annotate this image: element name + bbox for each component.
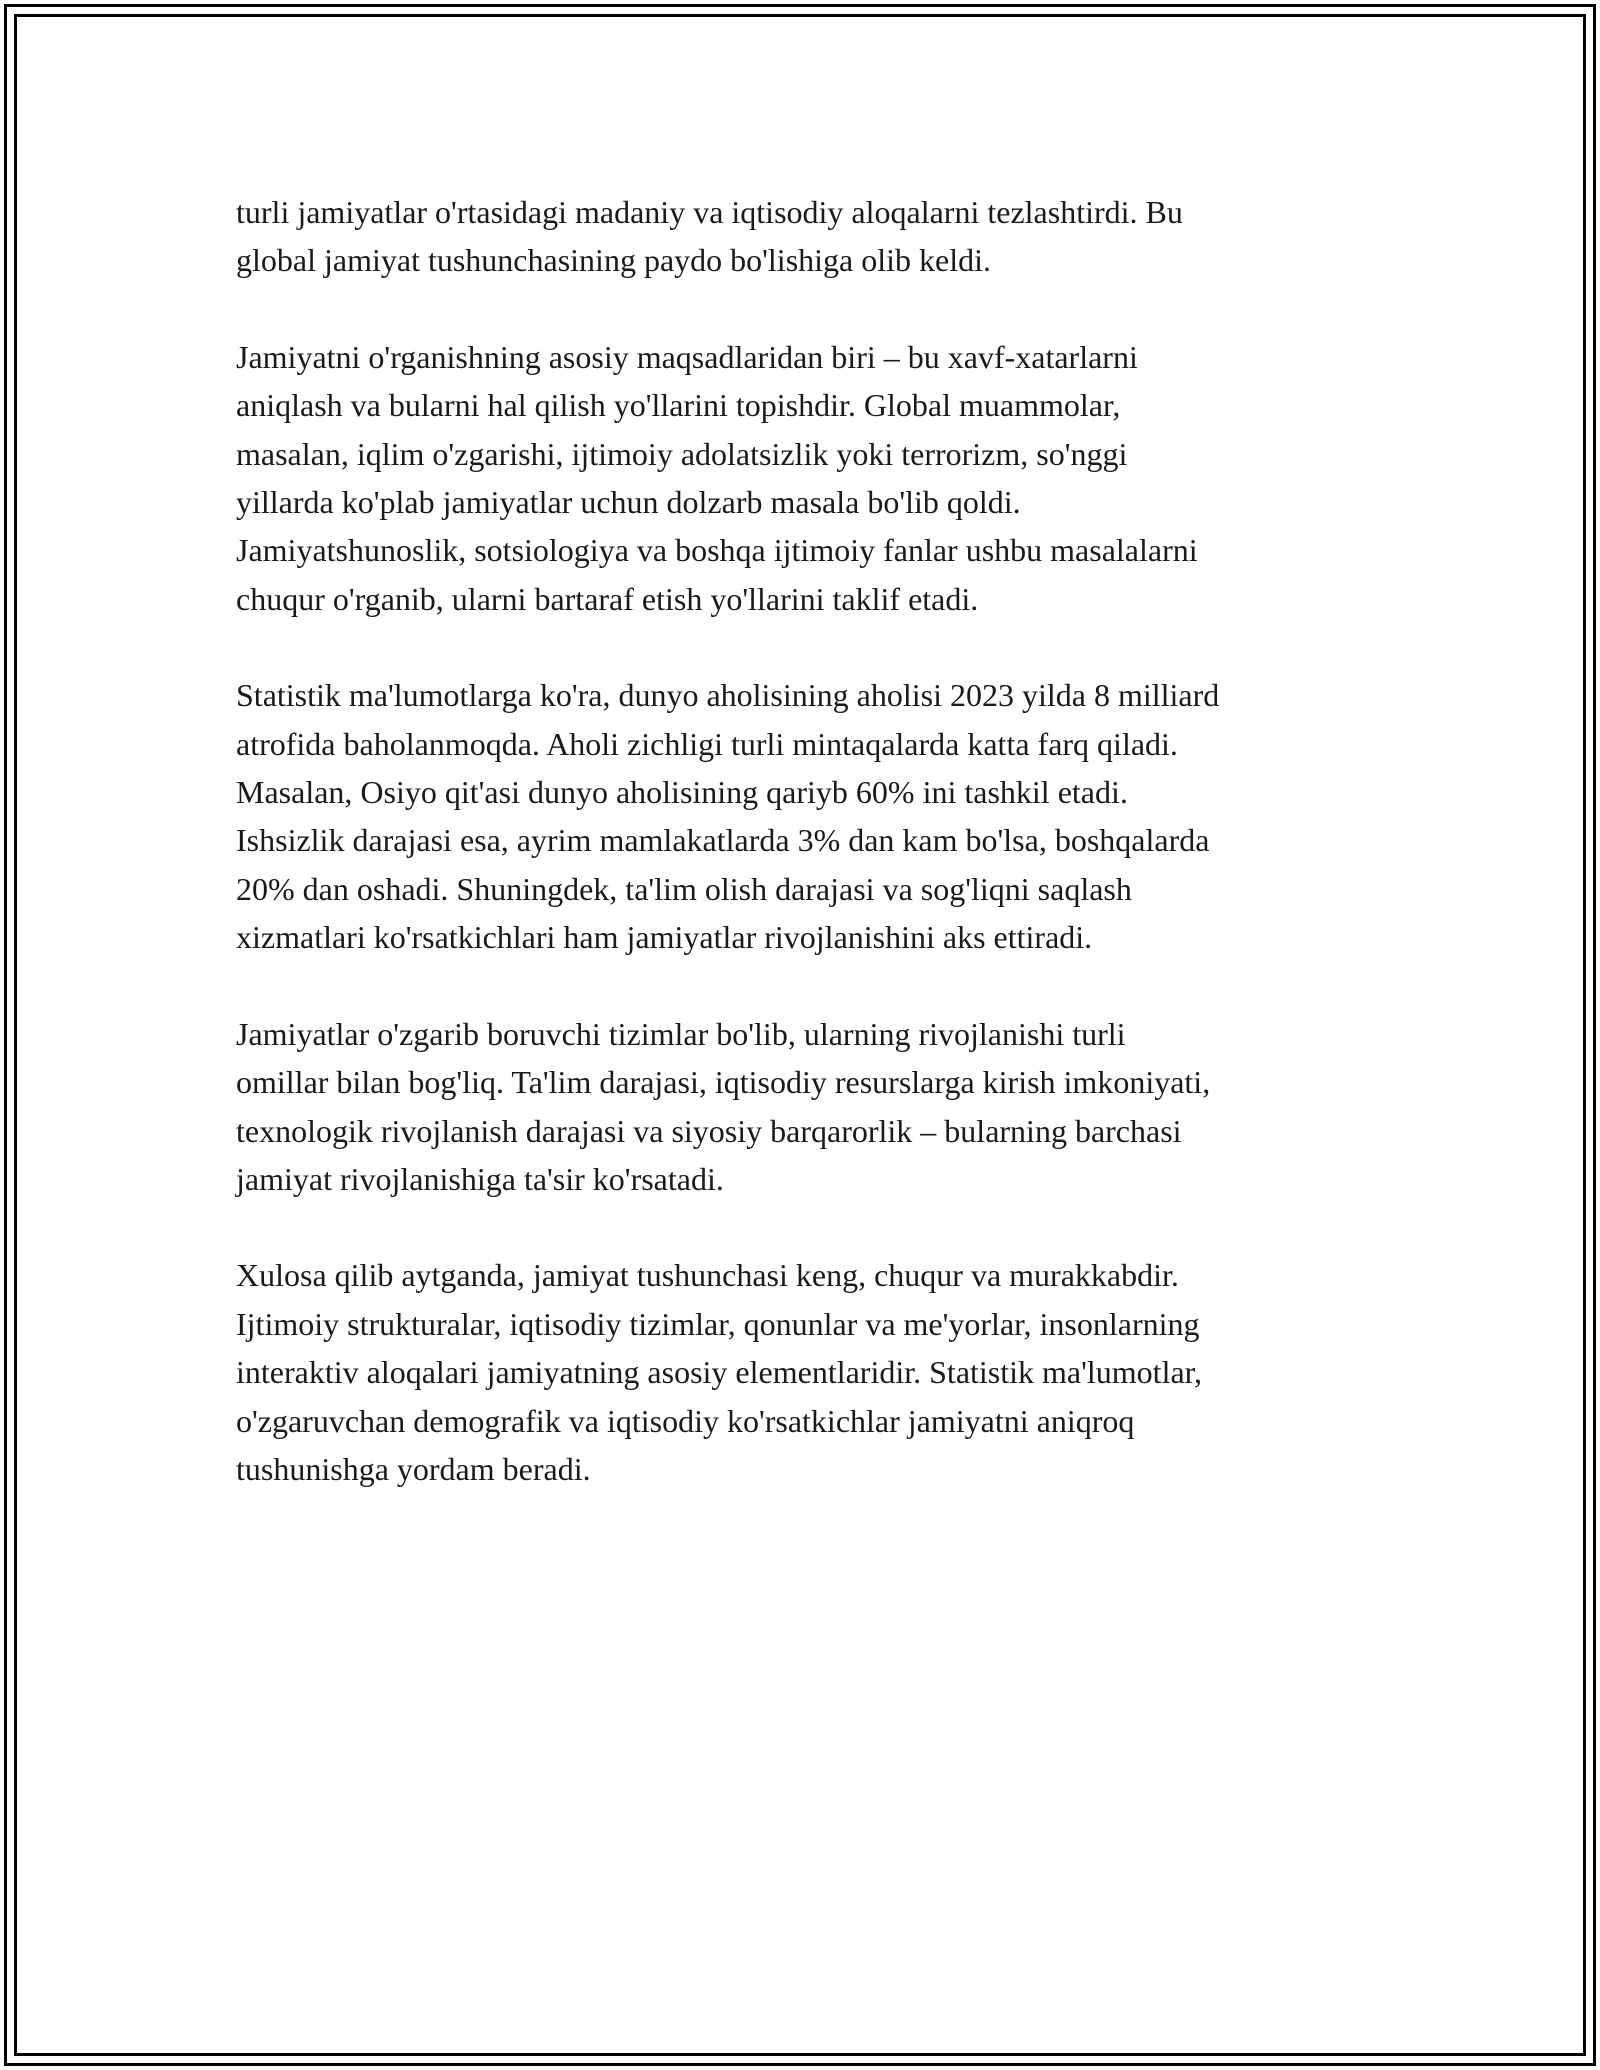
paragraph-line: texnologik rivojlanish darajasi va siyosiy barqarorlik – bularning barchasi — [236, 1112, 1182, 1149]
paragraph-line: aniqlash va bularni hal qilish yo'llarini topishdir. Global muammolar, — [236, 387, 1121, 424]
paragraph-line: Statistik ma'lumotlarga ko'ra, dunyo aholisining aholisi 2023 yilda 8 milliard — [236, 677, 1220, 714]
paragraph-line: omillar bilan bog'liq. Ta'lim darajasi, iqtisodiy resurslarga kirish imkoniyati, — [236, 1064, 1211, 1101]
paragraph-line: chuqur o'rganib, ularni bartaraf etish yo'llarini taklif etadi. — [236, 580, 979, 617]
document-body — [236, 188, 1376, 1541]
paragraph-line: tushunishga yordam beradi. — [236, 1450, 591, 1487]
paragraph-line: Masalan, Osiyo qit'asi dunyo aholisining qariyb 60% ini tashkil etadi. — [236, 774, 1128, 811]
paragraph-line: interaktiv aloqalari jamiyatning asosiy elementlaridir. Statistik ma'lumotlar, — [236, 1354, 1203, 1391]
paragraph-line: atrofida baholanmoqda. Aholi zichligi turli mintaqalarda katta farq qiladi. — [236, 725, 1178, 762]
paragraph-line: masalan, iqlim o'zgarishi, ijtimoiy adolatsizlik yoki terrorizm, so'nggi — [236, 435, 1128, 472]
paragraph-line: o'zgaruvchan demografik va iqtisodiy ko'rsatkichlar jamiyatni aniqroq — [236, 1402, 1135, 1439]
paragraph-line: global jamiyat tushunchasining paydo bo'lishiga olib keldi. — [236, 242, 991, 279]
paragraph-line: Jamiyatlar o'zgarib boruvchi tizimlar bo'lib, ularning rivojlanishi turli — [236, 1015, 1126, 1052]
paragraph-line: jamiyat rivojlanishiga ta'sir ko'rsatadi. — [236, 1160, 724, 1197]
paragraph-line: Ishsizlik darajasi esa, ayrim mamlakatlarda 3% dan kam bo'lsa, boshqalarda — [236, 822, 1210, 859]
paragraph-4 — [236, 1010, 1376, 1204]
paragraph-line: Jamiyatni o'rganishning asosiy maqsadlaridan biri – bu xavf-xatarlarni — [236, 338, 1138, 375]
paragraph-1 — [236, 188, 1376, 285]
paragraph-5 — [236, 1251, 1376, 1493]
paragraph-line: turli jamiyatlar o'rtasidagi madaniy va iqtisodiy aloqalarni tezlashtirdi. Bu — [236, 194, 1183, 230]
paragraph-2 — [236, 333, 1376, 623]
paragraph-line: Xulosa qilib aytganda, jamiyat tushunchasi keng, chuqur va murakkabdir. — [236, 1257, 1179, 1294]
paragraph-line: 20% dan oshadi. Shuningdek, ta'lim olish darajasi va sog'liqni saqlash — [236, 870, 1132, 907]
paragraph-line: Jamiyatshunoslik, sotsiologiya va boshqa ijtimoiy fanlar ushbu masalalarni — [236, 532, 1198, 569]
paragraph-3 — [236, 671, 1376, 961]
paragraph-line: Ijtimoiy strukturalar, iqtisodiy tizimlar, qonunlar va me'yorlar, insonlarning — [236, 1305, 1200, 1342]
paragraph-line: xizmatlari ko'rsatkichlari ham jamiyatlar rivojlanishini aks ettiradi. — [236, 919, 1093, 956]
paragraph-line: yillarda ko'plab jamiyatlar uchun dolzarb masala bo'lib qoldi. — [236, 484, 1021, 521]
